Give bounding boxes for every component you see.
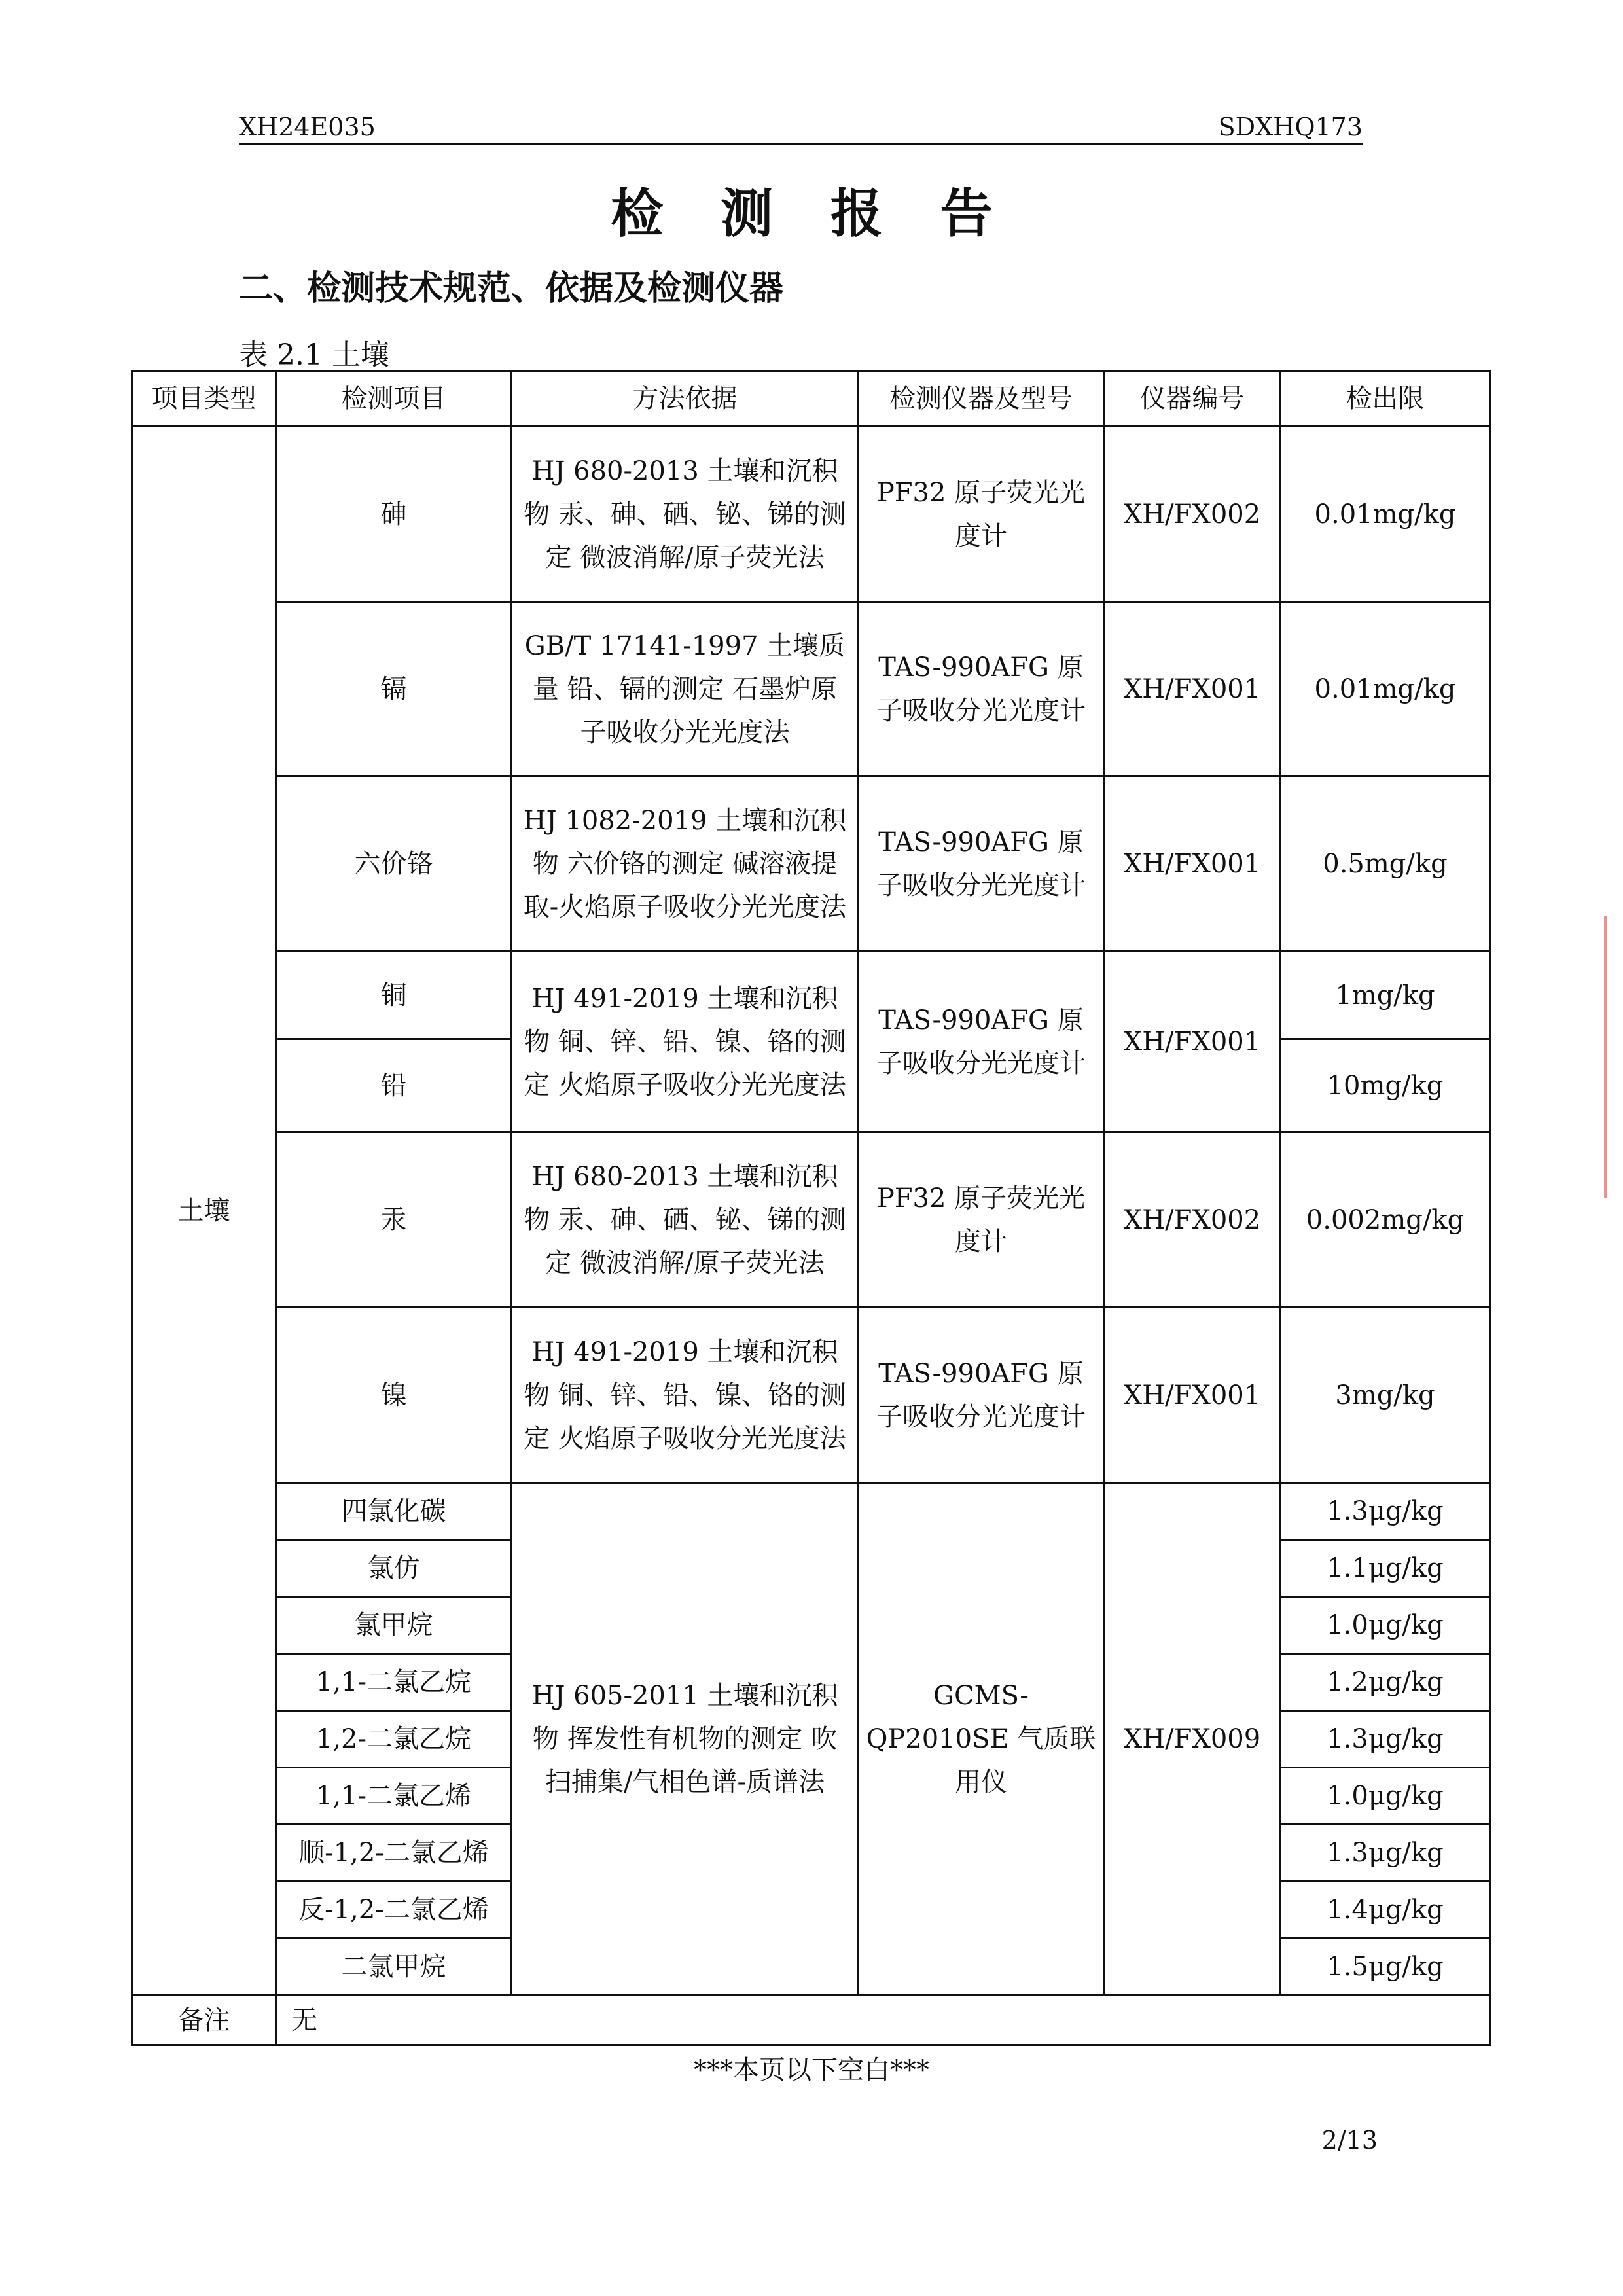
category-cell: 土壤 [132,426,276,1996]
spec-table [131,370,1491,2046]
page-number: 2/13 [1321,2126,1378,2155]
remark-row [132,1996,1490,2045]
item-cell: 反-1,2-二氯乙烯 [276,1882,512,1939]
limit-cell: 0.01mg/kg [1281,426,1490,603]
report-title: 检 测 报 告 [611,183,1012,244]
limit-cell: 1.3μg/kg [1281,1483,1490,1540]
instrument-cell: PF32 原子荧光光度计 [859,426,1104,603]
header-right-code: SDXHQ173 [1218,113,1363,141]
method-cell: HJ 605-2011 土壤和沉积物 挥发性有机物的测定 吹扫捕集/气相色谱-质谱法 [512,1483,859,1996]
instrument-cell: TAS-990AFG 原子吸收分光光度计 [859,603,1104,776]
method-cell: HJ 680-2013 土壤和沉积物 汞、砷、硒、铋、锑的测定 微波消解/原子荧光法 [512,426,859,603]
item-cell: 六价铬 [276,776,512,952]
method-cell: HJ 491-2019 土壤和沉积物 铜、锌、铅、镍、铬的测定 火焰原子吸收分光光度法 [512,1308,859,1483]
table-row [132,1132,1490,1308]
limit-cell: 3mg/kg [1281,1308,1490,1483]
table-row [132,1308,1490,1483]
instrument-id-cell: XH/FX002 [1104,1132,1281,1308]
limit-cell: 0.01mg/kg [1281,603,1490,776]
method-cell: GB/T 17141-1997 土壤质量 铅、镉的测定 石墨炉原子吸收分光光度法 [512,603,859,776]
header-rule [239,143,1363,145]
blank-page-note: ***本页以下空白*** [694,2055,929,2085]
limit-cell: 0.5mg/kg [1281,776,1490,952]
item-cell: 1,1-二氯乙烷 [276,1654,512,1711]
instrument-cell: TAS-990AFG 原子吸收分光光度计 [859,952,1104,1132]
method-cell: HJ 1082-2019 土壤和沉积物 六价铬的测定 碱溶液提取-火焰原子吸收分光光度法 [512,776,859,952]
limit-cell: 0.002mg/kg [1281,1132,1490,1308]
col-header-instrument: 检测仪器及型号 [859,371,1104,426]
method-cell: HJ 491-2019 土壤和沉积物 铜、锌、铅、镍、铬的测定 火焰原子吸收分光光度法 [512,952,859,1132]
instrument-id-cell: XH/FX002 [1104,426,1281,603]
table-caption: 表 2.1 土壤 [239,338,389,372]
item-cell: 汞 [276,1132,512,1308]
item-cell: 镍 [276,1308,512,1483]
instrument-cell: PF32 原子荧光光度计 [859,1132,1104,1308]
limit-cell: 1.2μg/kg [1281,1654,1490,1711]
item-cell: 四氯化碳 [276,1483,512,1540]
seal-stamp-edge [1604,916,1623,1198]
item-cell: 铅 [276,1039,512,1132]
instrument-id-cell: XH/FX001 [1104,1308,1281,1483]
item-cell: 1,2-二氯乙烷 [276,1711,512,1768]
limit-cell: 1.3μg/kg [1281,1825,1490,1882]
item-cell: 镉 [276,603,512,776]
col-header-type: 项目类型 [132,371,276,426]
instrument-id-cell: XH/FX009 [1104,1483,1281,1996]
instrument-id-cell: XH/FX001 [1104,952,1281,1132]
limit-cell: 10mg/kg [1281,1039,1490,1132]
limit-cell: 1.1μg/kg [1281,1540,1490,1597]
item-cell: 氯仿 [276,1540,512,1597]
instrument-cell: GCMS-QP2010SE 气质联用仪 [859,1483,1104,1996]
item-cell: 氯甲烷 [276,1597,512,1654]
limit-cell: 1.4μg/kg [1281,1882,1490,1939]
col-header-id: 仪器编号 [1104,371,1281,426]
instrument-cell: TAS-990AFG 原子吸收分光光度计 [859,776,1104,952]
instrument-id-cell: XH/FX001 [1104,603,1281,776]
table-row [132,1483,1490,1540]
table-row [132,952,1490,1039]
remark-label: 备注 [132,1996,276,2045]
remark-value: 无 [276,1996,1490,2045]
header-left-code: XH24E035 [239,113,376,141]
limit-cell: 1.5μg/kg [1281,1939,1490,1996]
item-cell: 砷 [276,426,512,603]
limit-cell: 1.0μg/kg [1281,1768,1490,1825]
table-header-row [132,371,1490,426]
limit-cell: 1.0μg/kg [1281,1597,1490,1654]
item-cell: 二氯甲烷 [276,1939,512,1996]
col-header-item: 检测项目 [276,371,512,426]
table-row [132,426,1490,603]
item-cell: 顺-1,2-二氯乙烯 [276,1825,512,1882]
limit-cell: 1.3μg/kg [1281,1711,1490,1768]
item-cell: 1,1-二氯乙烯 [276,1768,512,1825]
instrument-cell: TAS-990AFG 原子吸收分光光度计 [859,1308,1104,1483]
instrument-id-cell: XH/FX001 [1104,776,1281,952]
item-cell: 铜 [276,952,512,1039]
method-cell: HJ 680-2013 土壤和沉积物 汞、砷、硒、铋、锑的测定 微波消解/原子荧光法 [512,1132,859,1308]
table-row [132,603,1490,776]
col-header-method: 方法依据 [512,371,859,426]
limit-cell: 1mg/kg [1281,952,1490,1039]
table-row [132,776,1490,952]
col-header-limit: 检出限 [1281,371,1490,426]
section-title: 二、检测技术规范、依据及检测仪器 [239,269,784,308]
